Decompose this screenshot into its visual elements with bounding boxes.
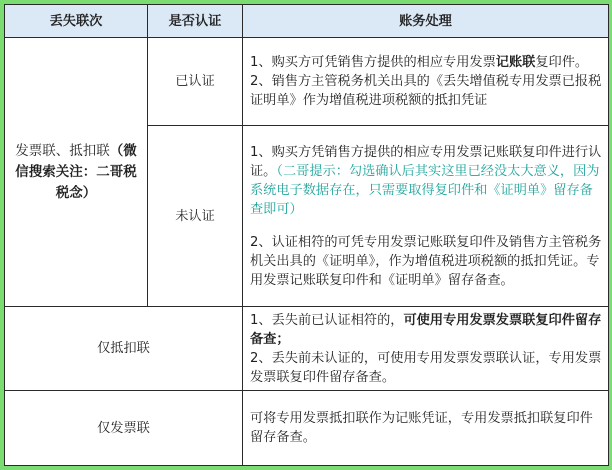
certified-treatment	[243, 38, 609, 126]
header-certified: 是否认证	[148, 5, 243, 38]
both-lost-label: 发票联、抵扣联	[15, 142, 110, 159]
erge-tip: （二哥提示：勾选确认后其实这里已经没太大意义，因为系统电子数据存在，只需要取得复印件和《证明单》留存备查即可）	[250, 163, 600, 217]
status-uncertified: 未认证	[148, 126, 243, 307]
header-row	[5, 5, 609, 38]
account-treatment-table	[4, 4, 609, 466]
certified-item-2: 2、销售方主管税务机关出具的《丢失增值税专用发票已报税证明单》作为增值税进项税额的抵扣凭证	[250, 74, 602, 108]
deduction-item-1: 1、丢失前已认证相符的，可使用专用发票发票联复印件留存备查；	[250, 312, 602, 347]
table-row	[5, 307, 609, 391]
uncertified-item-1: 1、购买方凭销售方提供的相应专用发票记账联复印件进行认证。（二哥提示：勾选确认后其实这里已经没太大意义，因为系统电子数据存在，只需要取得复印件和《证明单》留存备查即可）	[250, 144, 602, 217]
uncertified-treatment	[243, 126, 609, 307]
table-row	[5, 38, 609, 126]
certified-item-1: 1、购买方可凭销售方提供的相应专用发票记账联复印件。	[250, 55, 589, 70]
deduction-only-treatment	[243, 307, 609, 391]
deduction-item-2: 2、丢失前未认证的，可使用专用发票发票联认证，专用发票发票联复印件留存备查。	[250, 350, 602, 385]
table-row	[5, 391, 609, 466]
deduction-only-label: 仅抵扣联	[5, 307, 243, 391]
wechat-follow-note: （微信搜索关注：二哥税税念）	[15, 142, 137, 201]
status-certified: 已认证	[148, 38, 243, 126]
both-lost-label-cell	[5, 38, 148, 307]
invoice-only-treatment: 可将专用发票抵扣联作为记账凭证，专用发票抵扣联复印件留存备查。	[243, 391, 609, 466]
header-accounting: 账务处理	[243, 5, 609, 38]
invoice-only-label: 仅发票联	[5, 391, 243, 466]
uncertified-item-2: 2、认证相符的可凭专用发票记账联复印件及销售方主管税务机关出具的《证明单》，作为增值税进项税额的抵扣凭证。专用发票记账联复印件和《证明单》留存备查。	[250, 234, 602, 288]
header-lost-copy: 丢失联次	[5, 5, 148, 38]
